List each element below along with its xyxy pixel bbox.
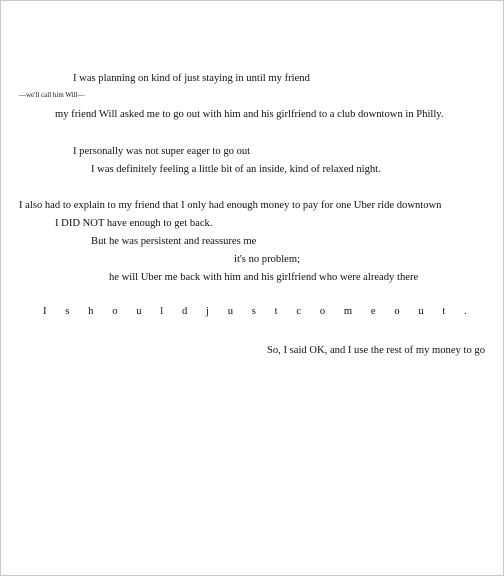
spaced-char: t [442, 306, 446, 317]
line-10: he will Uber me back with him and his girlfriend who were already there [109, 272, 419, 283]
spaced-char: t [274, 306, 278, 317]
spaced-char: s [65, 306, 70, 317]
line-7: I DID NOT have enough to get back. [55, 218, 213, 229]
spaced-char: o [112, 306, 118, 317]
line-3: my friend Will asked me to go out with him and his girlfriend to a club downtown in Philly. [55, 109, 444, 120]
spaced-char: c [296, 306, 302, 317]
line-11: So, I said OK, and I use the rest of my money to go [266, 345, 485, 356]
spaced-char: d [182, 306, 188, 317]
spaced-char: . [464, 306, 467, 317]
spaced-char: u [418, 306, 424, 317]
spaced-char: o [394, 306, 400, 317]
spaced-line [43, 307, 467, 318]
spaced-char: o [319, 306, 326, 317]
spaced-char: j [206, 306, 209, 317]
spaced-char: I [43, 306, 47, 317]
line-6: I also had to explain to my friend that I only had enough money to pay for one Uber ride downtown [19, 200, 442, 211]
line-9: it's no problem; [234, 254, 301, 265]
line-2-aside: —we'll call him Will— [19, 91, 85, 99]
spaced-char: u [136, 306, 142, 317]
spaced-char: h [88, 306, 94, 317]
line-5: I was definitely feeling a little bit of an inside, kind of relaxed night. [91, 164, 381, 175]
line-4: I personally was not super eager to go out [73, 146, 251, 157]
spaced-char: m [343, 306, 353, 317]
spaced-char: e [370, 306, 376, 317]
spaced-char: l [160, 306, 164, 317]
line-8: But he was persistent and reassures me [91, 236, 257, 247]
line-1: I was planning on kind of just staying in until my friend [73, 73, 310, 84]
spaced-char: s [251, 306, 256, 317]
spaced-char: u [227, 306, 234, 317]
